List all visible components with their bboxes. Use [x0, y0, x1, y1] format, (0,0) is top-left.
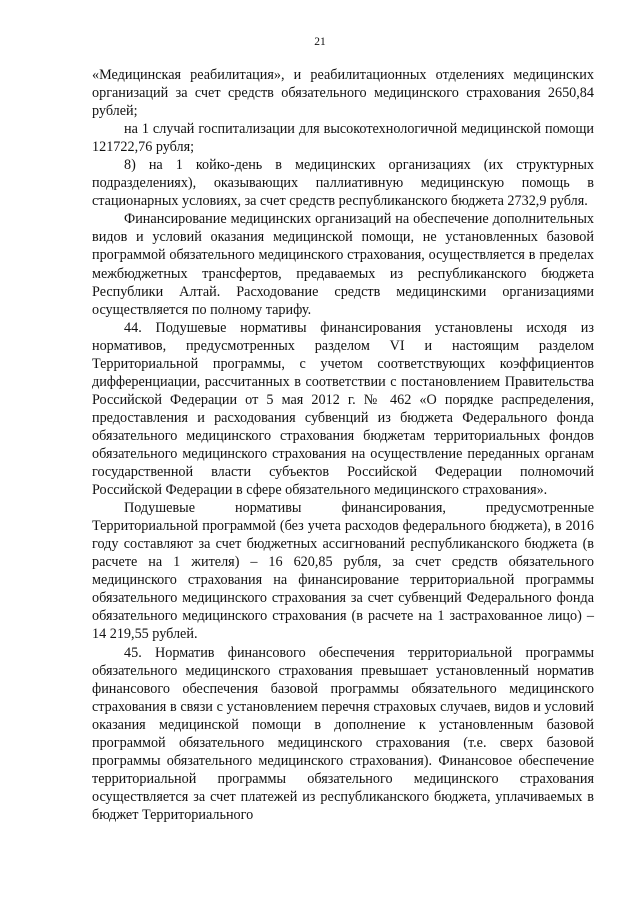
paragraph-additional-financing: Финансирование медицинских организаций на обеспечение дополнительных видов и условий оказания медицинской помощи, не установленных базовой программой обязательного медицинского страхования, осуществляется в пределах межбюджетных трансфертов, предаваемых из республиканского бюджета Республики Алтай. Расходование средств медицинскими организациями осуществляется по полному тарифу. — [92, 211, 594, 318]
paragraph-per-capita-norms: Подушевые нормативы финансирования, предусмотренные Территориальной программой (без учета расходов федерального бюджета), в 2016 году составляют за счет бюджетных ассигнований республиканского бюджета (в расчете на 1 жителя) – 16 620,85 рубля, за счет средств обязательного медицинского страхования на финансирование территориальной программы обязательного медицинского страхования за счет субвенций Федерального фонда обязательного медицинского страхования (в расчете на 1 застрахованное лицо) – 14 219,55 рублей. — [92, 500, 594, 643]
paragraph-continuation: «Медицинская реабилитация», и реабилитационных отделениях медицинских организаций за счет средств обязательного медицинского страхования 2650,84 рублей; — [92, 67, 594, 120]
page-number: 21 — [314, 36, 326, 48]
paragraph-hitech-care-rate: на 1 случай госпитализации для высокотехнологичной медицинской помощи 121722,76 рубля; — [92, 121, 594, 156]
document-body — [92, 66, 594, 824]
paragraph-clause-45: 45. Норматив финансового обеспечения территориальной программы обязательного медицинского страхования превышает установленный норматив финансового обеспечения базовой программы обязательного медицинского страхования в связи с установлением перечня страховых случаев, видов и условий оказания медицинской помощи в дополнение к установленным базовой программой обязательного медицинского страхования (т.е. сверх базовой программы обязательного медицинского страхования). Финансовое обеспечение территориальной программы обязательного медицинского страхования осуществляется за счет платежей из республиканского бюджета, уплачиваемых в бюджет Территориального — [92, 644, 594, 823]
paragraph-palliative-bed-day: 8) на 1 койко-день в медицинских организациях (их структурных подразделениях), оказывающих паллиативную медицинскую помощь в стационарных условиях, за счет средств республиканского бюджета 2732,9 рубля. — [92, 157, 594, 210]
paragraph-clause-44: 44. Подушевые нормативы финансирования установлены исходя из нормативов, предусмотренных разделом VI и настоящим разделом Территориальной программы, с учетом соответствующих коэффициентов дифференциации, рассчитанных в соответствии с постановлением Правительства Российской Федерации от 5 мая 2012 г. № 462 «О порядке распределения, предоставления и расходования субвенций из бюджета Федерального фонда обязательного медицинского страхования бюджетам территориальных фондов обязательного медицинского страхования на осуществление переданных органам государственной власти субъектов Российской Федерации полномочий Российской Федерации в сфере обязательного медицинского страхования». — [92, 319, 594, 499]
